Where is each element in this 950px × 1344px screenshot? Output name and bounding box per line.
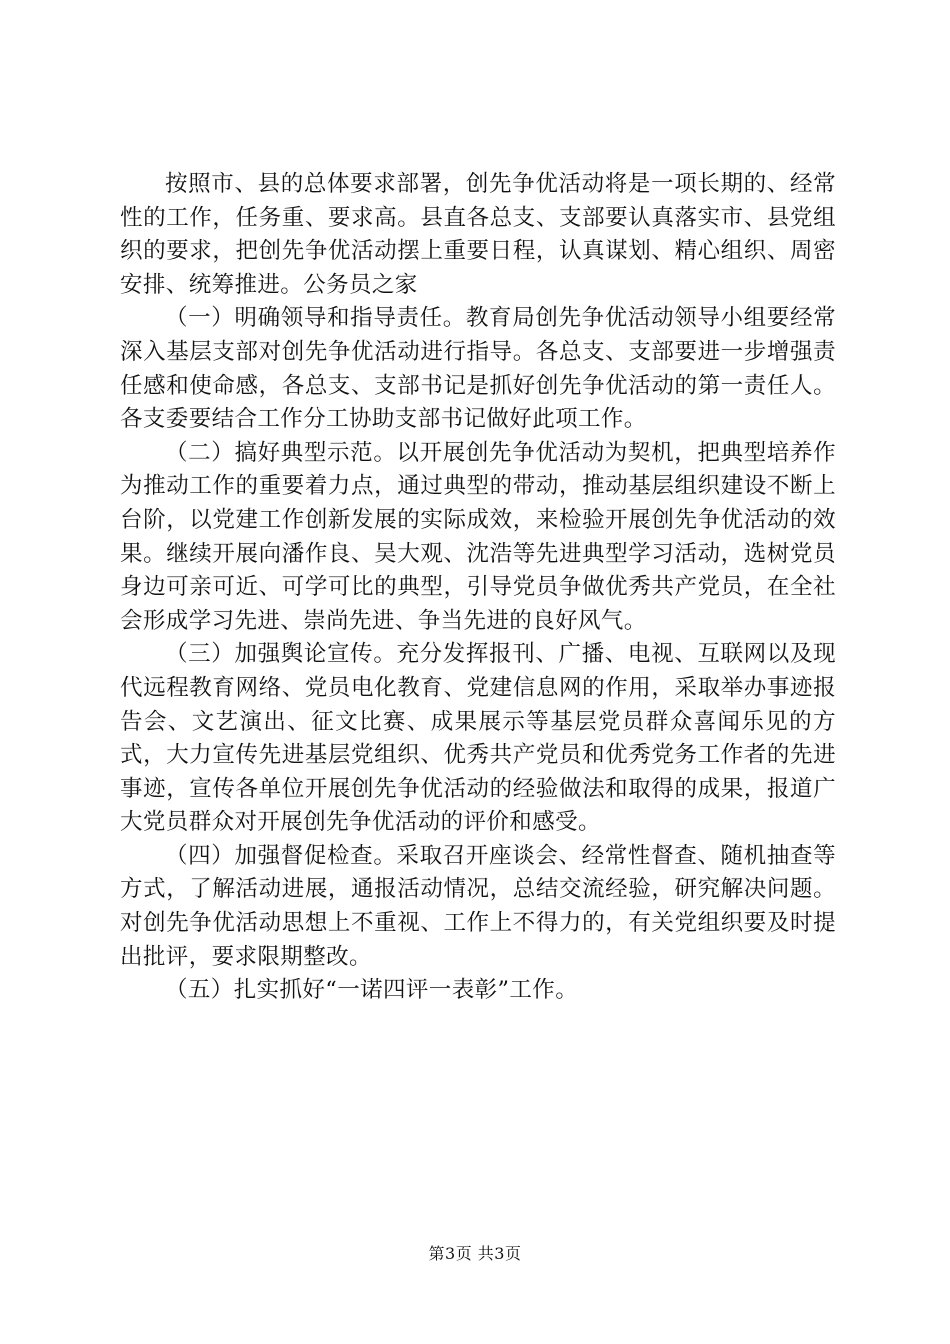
paragraph-intro: 按照市、县的总体要求部署，创先争优活动将是一项长期的、经常性的工作，任务重、要求高。县直各总支、支部要认真落实市、县党组织的要求，把创先争优活动摆上重要日程，认真谋划、精心组织、周密安排、统筹推进。公务员之家 (120, 171, 836, 298)
page-number-footer: 第3页 共3页 (428, 1244, 522, 1263)
paragraph-section-4: （四）加强督促检查。采取召开座谈会、经常性督查、随机抽查等方式，了解活动进展，通报活动情况，总结交流经验，研究解决问题。对创先争优活动思想上不重视、工作上不得力的，有关党组织要及时提出批评，要求限期整改。 (120, 842, 836, 970)
paragraph-section-2: （二）搞好典型示范。以开展创先争优活动为契机，把典型培养作为推动工作的重要着力点，通过典型的带动，推动基层组织建设不断上台阶，以党建工作创新发展的实际成效，来检验开展创先争优活动的效果。继续开展向潘作良、吴大观、沈浩等先进典型学习活动，选树党员身边可亲可近、可学可比的典型，引导党员争做优秀共产党员，在全社会形成学习先进、崇尚先进、争当先进的良好风气。 (120, 439, 836, 634)
paragraph-section-1: （一）明确领导和指导责任。教育局创先争优活动领导小组要经常深入基层支部对创先争优活动进行指导。各总支、支部要进一步增强责任感和使命感，各总支、支部书记是抓好创先争优活动的第一责任人。各支委要结合工作分工协助支部书记做好此项工作。 (120, 305, 836, 433)
paragraph-section-5: （五）扎实抓好“一诺四评一表彰”工作。 (165, 977, 579, 1004)
paragraph-section-3: （三）加强舆论宣传。充分发挥报刊、广播、电视、互联网以及现代远程教育网络、党员电化教育、党建信息网的作用，采取举办事迹报告会、文艺演出、征文比赛、成果展示等基层党员群众喜闻乐见的方式，大力宣传先进基层党组织、优秀共产党员和优秀党务工作者的先进事迹，宣传各单位开展创先争优活动的经验做法和取得的成果，报道广大党员群众对开展创先争优活动的评价和感受。 (120, 641, 836, 836)
document-body (120, 168, 836, 1008)
